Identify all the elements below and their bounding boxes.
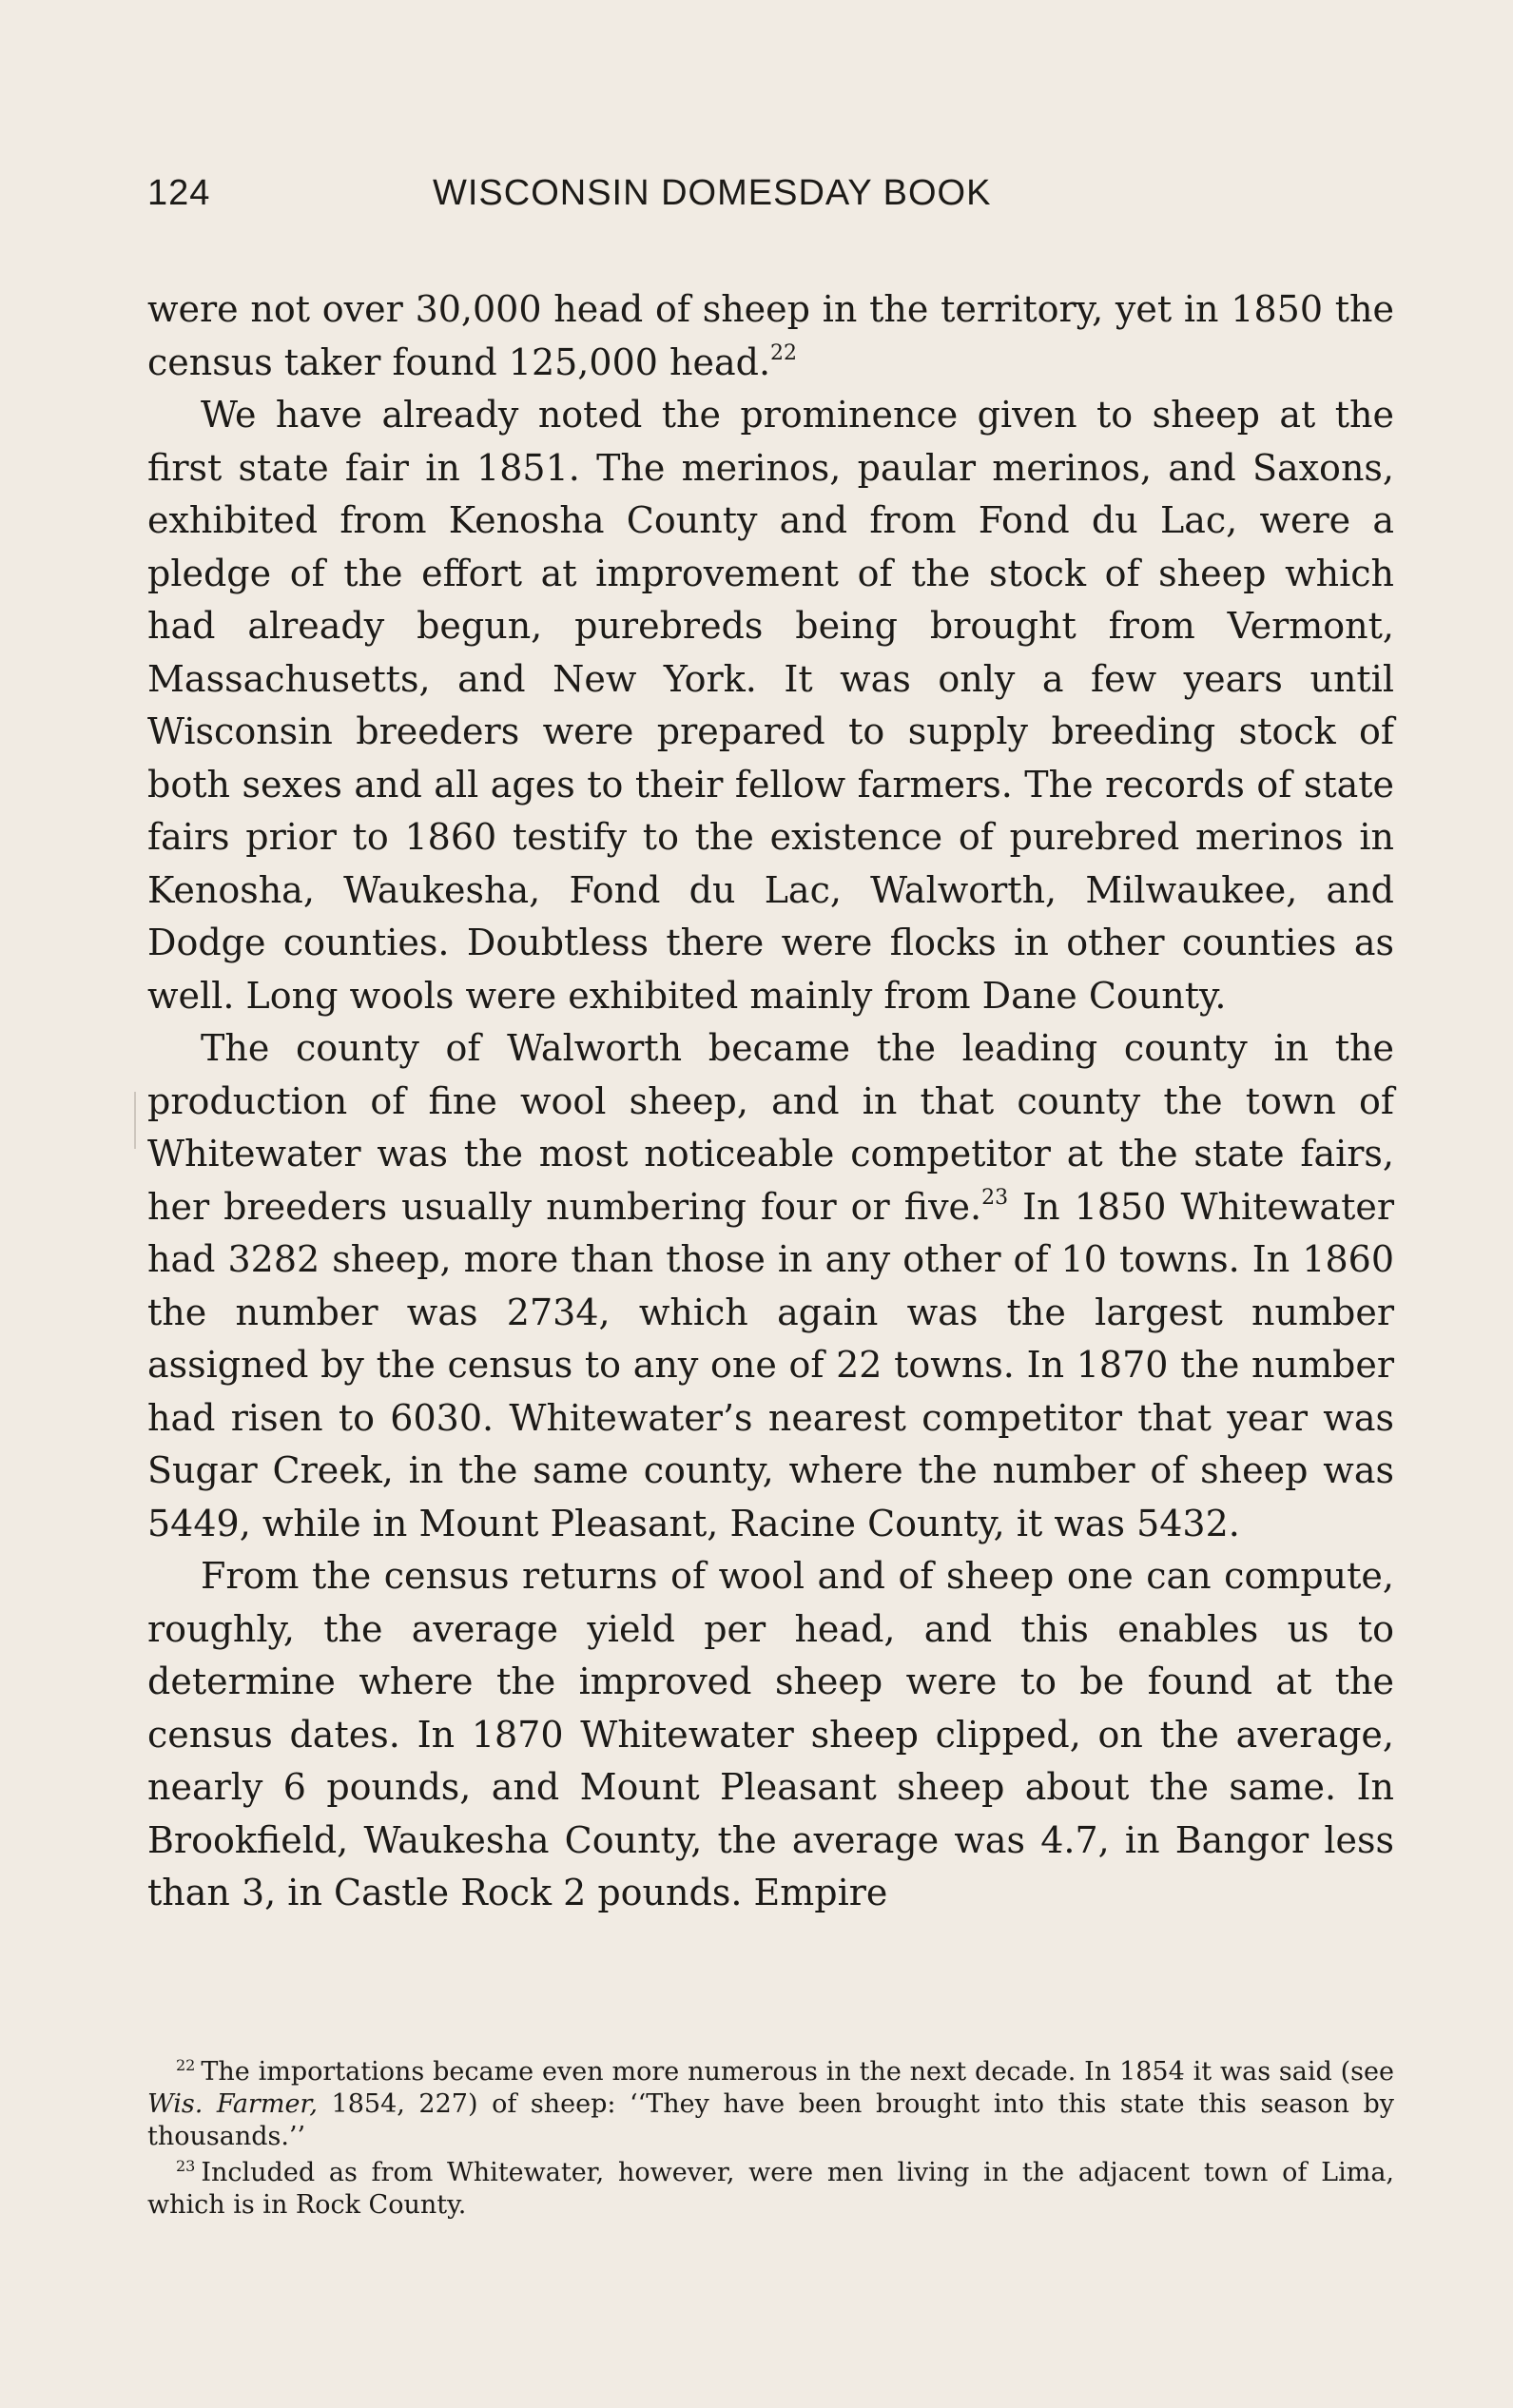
paragraph-1-text: were not over 30,000 head of sheep in the territory, yet in 1850 the census taker found 125,000 head. xyxy=(147,288,1394,383)
paragraph-4-text: From the census returns of wool and of sheep one can compute, roughly, the average yield per head, and this enables us to determine where the improved sheep were to be found at the census dates. In 1870 Whitewater sheep clipped, on the average, nearly 6 pounds, and Mount Pleasant sheep about the same. In Brookfield, Waukesha County, the average was 4.7, in Bangor less than 3, in Castle Rock 2 pounds. Empire xyxy=(147,1555,1394,1913)
paragraph-4 xyxy=(147,1550,1394,1920)
footnote-ref-22: 22 xyxy=(770,340,798,365)
paragraph-1 xyxy=(147,283,1394,389)
paragraph-2-text: We have already noted the prominence given to sheep at the first state fair in 1851. The merinos, paular merinos, and Saxons, exhibited from Kenosha County and from Fond du Lac, were a pledge of the effort at improvement of the stock of sheep which had already begun, purebreds being brought from Vermont, Massachusetts, and New York. It was only a few years until Wisconsin breeders were prepared to supply breeding stock of both sexes and all ages to their fellow farmers. The records of state fairs prior to 1860 testify to the existence of purebred merinos in Kenosha, Waukesha, Fond du Lac, Walworth, Milwaukee, and Dodge counties. Doubtless there were flocks in other counties as well. Long wools were exhibited mainly from Dane County. xyxy=(147,394,1394,1017)
paragraph-3 xyxy=(147,1022,1394,1550)
footnote-23-text: Included as from Whitewater, however, were men living in the adjacent town of Lima, which is in Rock County. xyxy=(147,2158,1394,2220)
footnote-22-text-b: 1854, 227) of sheep: ‘‘They have been brought into this state this season by thousands.’’ xyxy=(147,2089,1394,2151)
page-number: 124 xyxy=(147,173,211,213)
margin-pencil-mark xyxy=(134,1092,136,1149)
footnotes xyxy=(147,2056,1394,2225)
body-text xyxy=(147,283,1394,1920)
footnote-22-mark: 22 xyxy=(176,2056,196,2074)
footnote-23 xyxy=(147,2157,1394,2222)
paragraph-3-text-b: In 1850 Whitewater had 3282 sheep, more than those in any other of 10 towns. In 1860 the number was 2734, which again was the largest number assigned by the census to any one of 22 towns. In 1870 the number had risen to 6030. Whitewater’s nearest competitor that year was Sugar Creek, in the same county, where the number of sheep was 5449, while in Mount Pleasant, Racine County, it was 5432. xyxy=(147,1185,1394,1544)
paragraph-3-text-a: The county of Walworth became the leading county in the production of fine wool sheep, and in that county the town of Whitewater was the most noticeable competitor at the state fairs, her breeders usually numbering four or five. xyxy=(147,1027,1394,1228)
footnote-ref-23: 23 xyxy=(981,1185,1009,1210)
running-head xyxy=(147,173,1394,230)
footnote-22-text-a: The importations became even more numerous in the next decade. In 1854 it was said (see xyxy=(201,2057,1394,2087)
running-title: WISCONSIN DOMESDAY BOOK xyxy=(433,173,992,213)
footnote-23-mark: 23 xyxy=(176,2157,196,2175)
footnote-22-source: Wis. Farmer, xyxy=(147,2089,318,2119)
footnote-22 xyxy=(147,2056,1394,2153)
paragraph-2 xyxy=(147,389,1394,1022)
